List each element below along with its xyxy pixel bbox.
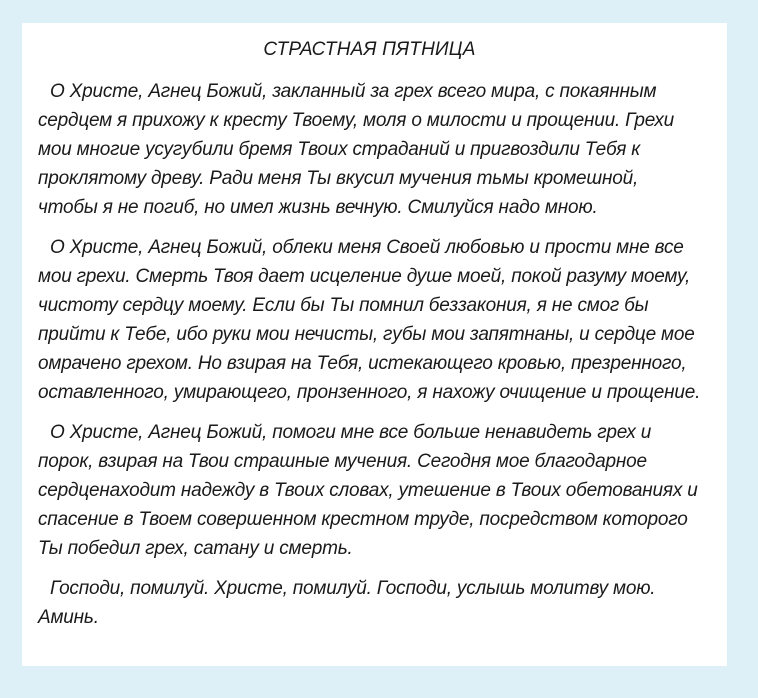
prayer-title: СТРАСТНАЯ ПЯТНИЦА <box>263 39 476 60</box>
prayer-paragraph-3: О Христе, Агнец Божий, помоги мне все больше ненавидеть грех и порок, взирая на Твои страшные мучения. Сегодня мое благодарное сердценаходит надежду в Твоих словах, утешение в Твоих обетованиях и спасение в Твоем совершенном крестном труде, посредством которого Ты победил грех, сатану и смерть. <box>38 422 698 559</box>
prayer-paragraph-2: О Христе, Агнец Божий, облеки меня Своей любовью и прости мне все мои грехи. Смерть Твоя дает исцеление душе моей, покой разуму моему, чистоту сердцу моему. Если бы Ты помнил беззакония, я не смог бы прийти к Тебе, ибо руки мои нечисты, губы мои запятнаны, и сердце мое омрачено грехом. Но взирая на Тебя, истекающего кровью, презренного, оставленного, умирающего, пронзенного, я нахожу очищение и прощение. <box>38 237 701 403</box>
prayer-paragraph-1: О Христе, Агнец Божий, закланный за грех всего мира, с покаянным сердцем я прихожу к кресту Твоему, моля о милости и прощении. Грехи мои многие усугубили бремя Твоих страданий и пригвоздили Тебя к проклятому древу. Ради меня Ты вкусил мучения тьмы кромешной, чтобы я не погиб, но имел жизнь вечную. Смилуйся надо мною. <box>38 81 674 218</box>
prayer-paragraph-4: Господи, помилуй. Христе, помилуй. Господи, услышь молитву мою. Аминь. <box>38 578 656 628</box>
prayer-card <box>22 23 727 666</box>
